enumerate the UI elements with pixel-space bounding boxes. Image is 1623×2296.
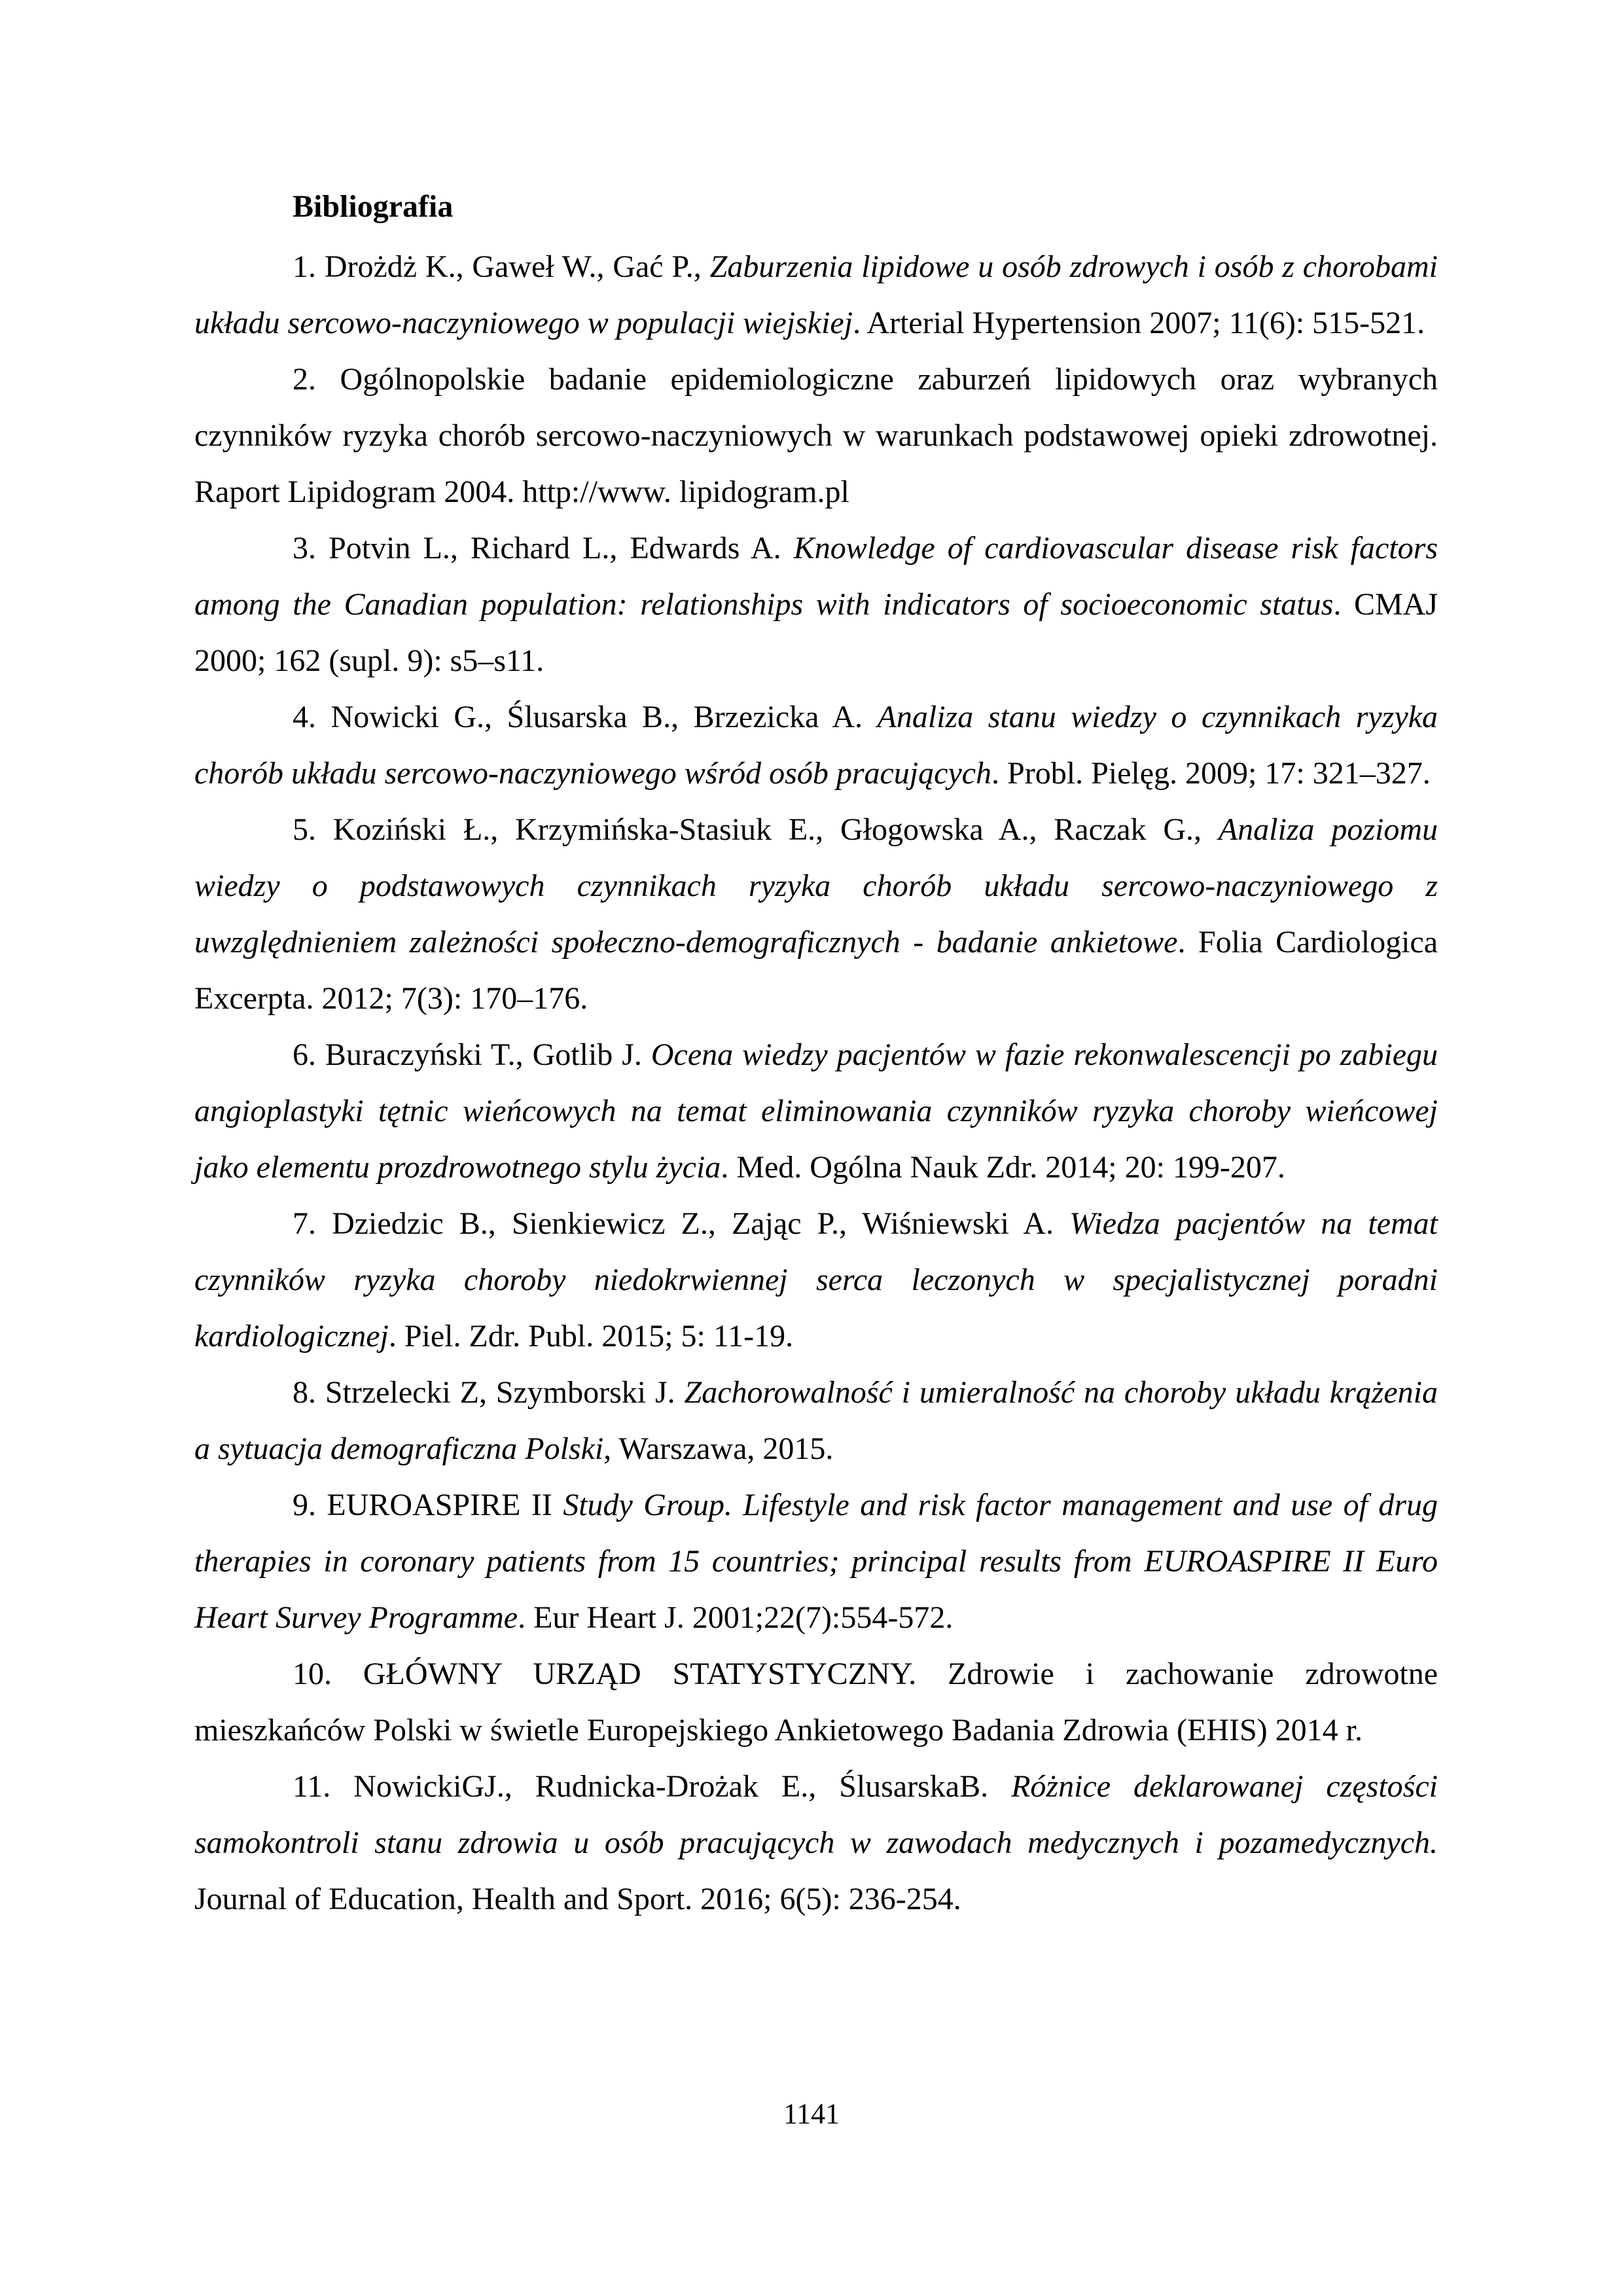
reference-title: Różnice deklarowanej częstości samokontroli stanu zdrowia u osób pracujących w zawodach medycznych i pozamedycznych.: [194, 1769, 1438, 1861]
reference-2: [194, 351, 1438, 520]
reference-title: Zaburzenia lipidowe u osób zdrowych i osób z chorobami układu sercowo-naczyniowego w populacji wiejskiej: [194, 249, 1438, 341]
reference-title: Zachorowalność i umieralność na choroby układu krążenia a sytuacja demograficzna Polski: [194, 1375, 1438, 1467]
page-number: 1141: [783, 2098, 840, 2130]
reference-5: [194, 802, 1438, 1027]
reference-title: Analiza poziomu wiedzy o podstawowych czynnikach ryzyka chorób układu sercowo-naczyniowego z uwzględnieniem zależności społeczno-demograficznych - badanie ankietowe: [194, 812, 1438, 960]
reference-authors: 7. Dziedzic B., Sienkiewicz Z., Zając P., Wiśniewski A.: [293, 1206, 1070, 1242]
reference-3: [194, 520, 1438, 689]
reference-8: [194, 1365, 1438, 1477]
reference-source: Journal of Education, Health and Sport. 2016; 6(5): 236-254.: [194, 1882, 961, 1917]
reference-title: Ocena wiedzy pacjentów w fazie rekonwalescencji po zabiegu angioplastyki tętnic wieńcowych na temat eliminowania czynników ryzyka choroby wieńcowej jako elementu prozdrowotnego stylu życia: [194, 1037, 1438, 1185]
reference-authors: 8. Strzelecki Z, Szymborski J.: [293, 1375, 685, 1410]
reference-authors: 4. Nowicki G., Ślusarska B., Brzezicka A.: [293, 700, 878, 735]
reference-4: [194, 689, 1438, 802]
reference-7: [194, 1196, 1438, 1365]
reference-title: Wiedza pacjentów na temat czynników ryzyka choroby niedokrwiennej serca leczonych w specjalistycznej poradni kardiologicznej: [194, 1206, 1438, 1354]
reference-authors: 2. Ogólnopolskie badanie epidemiologiczne zaburzeń lipidowych oraz wybranych czynników ryzyka chorób sercowo-naczyniowych w warunkach podstawowej opieki zdrowotnej. Raport Lipidogram 2004. http://www. lipidogram.pl: [194, 362, 1438, 510]
reference-source: . Folia Cardiologica Excerpta. 2012; 7(3): 170–176.: [194, 925, 1438, 1016]
reference-source: . Med. Ogólna Nauk Zdr. 2014; 20: 199-207.: [721, 1150, 1285, 1185]
reference-authors: 10. GŁÓWNY URZĄD STATYSTYCZNY. Zdrowie i zachowanie zdrowotne mieszkańców Polski w świetle Europejskiego Ankietowego Badania Zdrowia (EHIS) 2014 r.: [194, 1657, 1438, 1748]
reference-source: . Arterial Hypertension 2007; 11(6): 515-521.: [853, 306, 1425, 341]
bibliography-section: [194, 187, 1438, 1928]
reference-9: [194, 1477, 1438, 1646]
reference-11: [194, 1759, 1438, 1928]
reference-source: . Eur Heart J. 2001;22(7):554-572.: [518, 1600, 954, 1636]
reference-authors: 5. Koziński Ł., Krzymińska-Stasiuk E., Głogowska A., Raczak G.,: [293, 812, 1219, 848]
bibliography-heading: Bibliografia: [293, 189, 454, 224]
reference-1: [194, 239, 1438, 351]
reference-10: [194, 1646, 1438, 1759]
reference-authors: 9. EUROASPIRE II: [293, 1488, 563, 1523]
reference-authors: 6. Buraczyński T., Gotlib J.: [293, 1037, 651, 1073]
reference-source: . CMAJ 2000; 162 (supl. 9): s5–s11.: [194, 587, 1438, 679]
reference-source: . Piel. Zdr. Publ. 2015; 5: 11-19.: [388, 1319, 794, 1354]
reference-title: Knowledge of cardiovascular disease risk factors among the Canadian population: relationships with indicators of socioeconomic status: [194, 531, 1438, 622]
reference-authors: 11. NowickiGJ., Rudnicka-Drożak E., ŚlusarskaB.: [293, 1769, 1012, 1804]
reference-6: [194, 1027, 1438, 1196]
reference-authors: 3. Potvin L., Richard L., Edwards A.: [293, 531, 794, 566]
reference-authors: 1. Drożdż K., Gaweł W., Gać P.,: [293, 249, 710, 285]
reference-title: Analiza stanu wiedzy o czynnikach ryzyka chorób układu sercowo-naczyniowego wśród osób pracujących: [194, 700, 1438, 791]
reference-source: . Probl. Pielęg. 2009; 17: 321–327.: [991, 756, 1431, 791]
reference-title: Study Group. Lifestyle and risk factor management and use of drug therapies in coronary patients from 15 countries; principal results from EUROASPIRE II Euro Heart Survey Programme: [194, 1488, 1438, 1636]
reference-source: , Warszawa, 2015.: [603, 1431, 834, 1467]
